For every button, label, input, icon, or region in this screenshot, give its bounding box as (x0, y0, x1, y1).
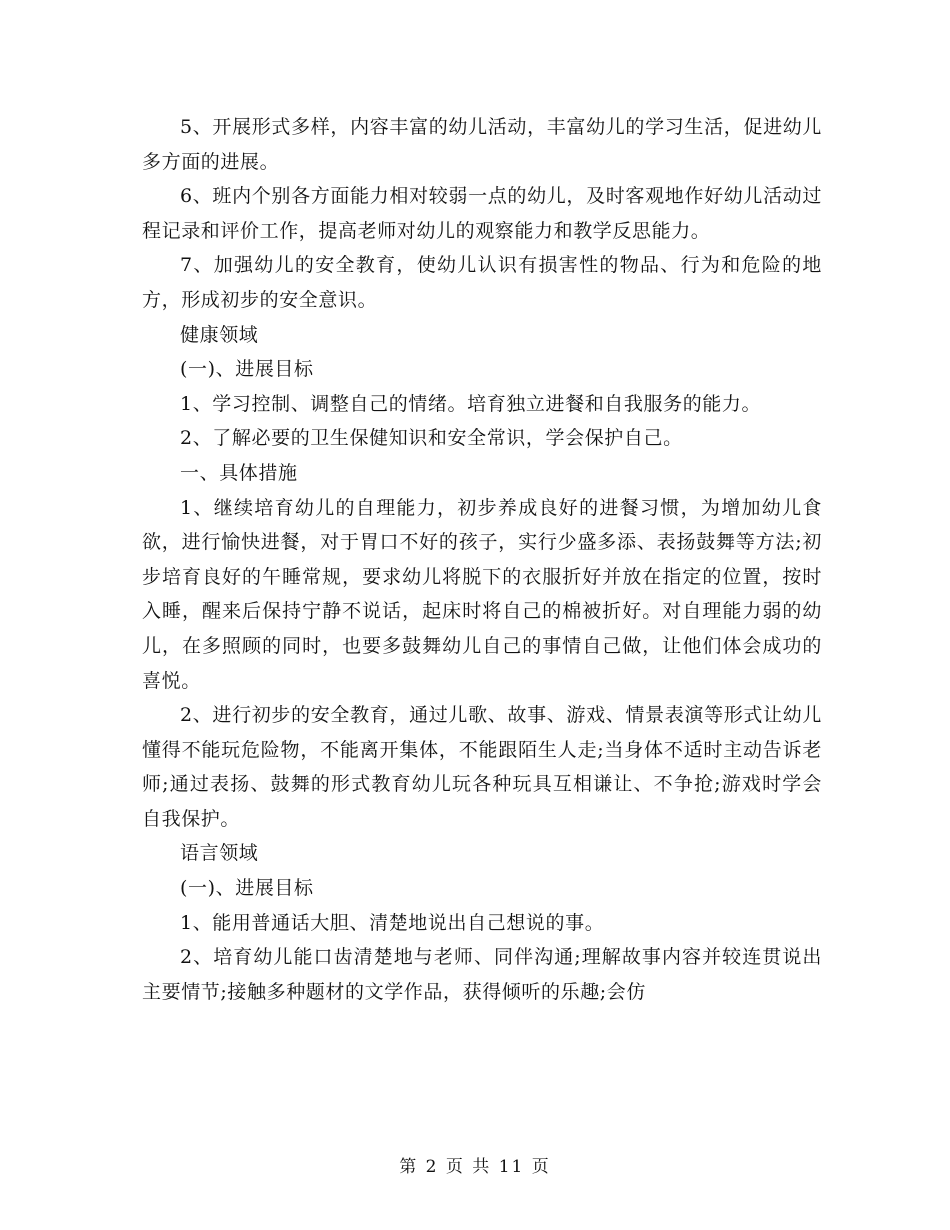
page-number-footer: 第 2 页 共 11 页 (399, 1157, 551, 1177)
paragraph-item-6: 6、班内个别各方面能力相对较弱一点的幼儿，及时客观地作好幼儿活动过程记录和评价工作，提高老师对幼儿的观察能力和教学反思能力。 (142, 185, 822, 242)
subheading-measures: 一、具体措施 (180, 461, 298, 484)
paragraph-language-goal-1: 1、能用普通话大胆、清楚地说出自己想说的事。 (180, 911, 605, 934)
subheading-goals-health: (一)、进展目标 (180, 358, 314, 381)
paragraph-language-goal-2: 2、培育幼儿能口齿清楚地与老师、同伴沟通;理解故事内容并较连贯说出主要情节;接触多种题材的文学作品，获得倾听的乐趣;会仿 (142, 946, 822, 1003)
subheading-goals-language: (一)、进展目标 (180, 877, 314, 900)
paragraph-measure-2: 2、进行初步的安全教育，通过儿歌、故事、游戏、情景表演等形式让幼儿懂得不能玩危险物，不能离开集体，不能跟陌生人走;当身体不适时主动告诉老师;通过表扬、鼓舞的形式教育幼儿玩各种玩具互相谦让、不争抢;游戏时学会自我保护。 (142, 704, 822, 830)
document-body (142, 110, 822, 1009)
section-heading-health: 健康领域 (180, 323, 259, 346)
paragraph-health-goal-1: 1、学习控制、调整自己的情绪。培育独立进餐和自我服务的能力。 (180, 392, 762, 415)
paragraph-item-5: 5、开展形式多样，内容丰富的幼儿活动，丰富幼儿的学习生活，促进幼儿多方面的进展。 (142, 116, 822, 173)
section-heading-language: 语言领域 (180, 842, 259, 865)
paragraph-item-7: 7、加强幼儿的安全教育，使幼儿认识有损害性的物品、行为和危险的地方，形成初步的安全意识。 (142, 254, 822, 311)
paragraph-health-goal-2: 2、了解必要的卫生保健知识和安全常识，学会保护自己。 (180, 427, 683, 450)
paragraph-measure-1: 1、继续培育幼儿的自理能力，初步养成良好的进餐习惯，为增加幼儿食欲，进行愉快进餐，对于胃口不好的孩子，实行少盛多添、表扬鼓舞等方法;初步培育良好的午睡常规，要求幼儿将脱下的衣服折好并放在指定的位置，按时入睡，醒来后保持宁静不说话，起床时将自己的棉被折好。对自理能力弱的幼儿，在多照顾的同时，也要多鼓舞幼儿自己的事情自己做，让他们体会成功的喜悦。 (142, 496, 822, 692)
